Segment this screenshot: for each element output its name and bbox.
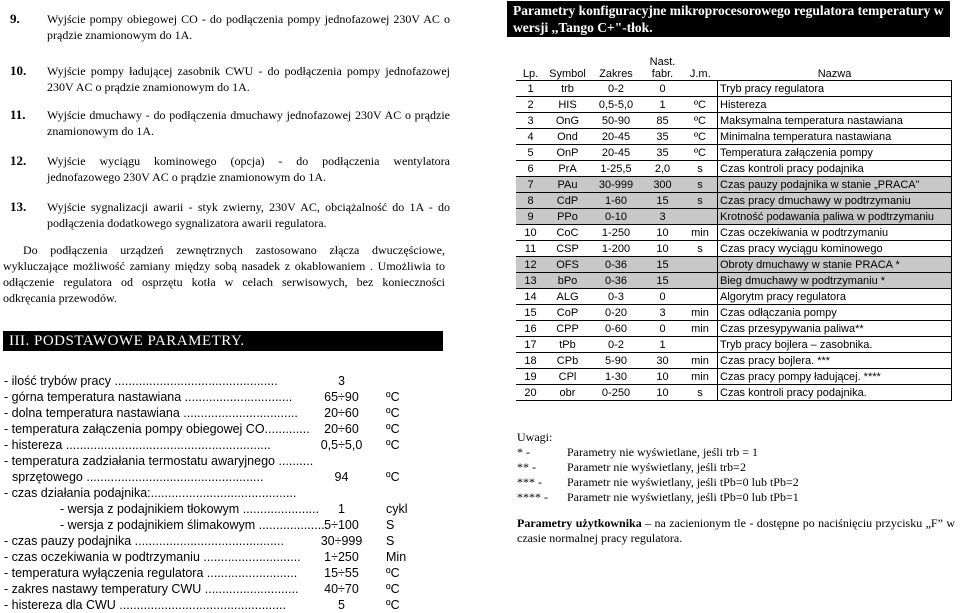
- parameter-value: 1: [338, 502, 345, 516]
- cell-zakres: 50-90: [590, 113, 642, 129]
- cell-zakres: 5-90: [590, 353, 642, 369]
- parameter-value: 3: [338, 374, 345, 388]
- cell-nast-fabr: 3: [642, 305, 683, 321]
- cell-symbol: CPb: [545, 353, 590, 369]
- parameter-value: 94: [334, 470, 349, 484]
- cell-nazwa: Czas kontroli pracy podajnika: [718, 161, 952, 177]
- cell-zakres: 0-36: [590, 273, 642, 289]
- table-header-row: [516, 51, 952, 81]
- cell-lp: 10: [516, 225, 545, 241]
- cell-zakres: 30-999: [590, 177, 642, 193]
- cell-jm: min: [683, 353, 718, 369]
- list-item: [10, 63, 450, 95]
- cell-nazwa: Czas odłączania pompy: [718, 305, 952, 321]
- cell-nazwa: Czas pracy pompy ładującej. ****: [718, 369, 952, 385]
- cell-nazwa: Tryb pracy regulatora: [718, 81, 952, 97]
- parameter-row: [4, 389, 424, 405]
- cell-symbol: CPl: [545, 369, 590, 385]
- cell-lp: 1: [516, 81, 545, 97]
- parameter-label: - ilość trybów pracy ...............................................: [4, 374, 278, 388]
- item-text: Wyjście pompy obiegowej CO - do podłączenia pompy jednofazowej 230V AC o prądzie znamionowym do 1A.: [47, 12, 450, 42]
- table-row: [516, 209, 952, 225]
- cell-zakres: 1-25,5: [590, 161, 642, 177]
- header-nazwa: Nazwa: [718, 51, 952, 81]
- cell-nazwa: Histereza: [718, 97, 952, 113]
- cell-jm: s: [683, 193, 718, 209]
- user-parameters-note: [517, 516, 955, 546]
- table-row: [516, 241, 952, 257]
- item-number: 10.: [10, 63, 27, 78]
- cell-jm: min: [683, 369, 718, 385]
- cell-jm: [683, 257, 718, 273]
- parameter-value: 5÷100: [324, 518, 359, 532]
- cell-jm: [683, 289, 718, 305]
- cell-lp: 12: [516, 257, 545, 273]
- cell-nast-fabr: 35: [642, 129, 683, 145]
- cell-jm: min: [683, 225, 718, 241]
- cell-zakres: 0-60: [590, 321, 642, 337]
- cell-zakres: 1-250: [590, 225, 642, 241]
- cell-nast-fabr: 85: [642, 113, 683, 129]
- parameter-row: [4, 501, 424, 517]
- connector-paragraph: Do podłączenia urządzeń zewnętrznych zastosowano złącza dwuczęściowe, wykluczające możliwość zamiany między sobą nasadek z okablowaniem . Umożliwia to odłączenie regulatora od osprzętu kotła w celach serwisowych, bez konieczności odkręcania przewodów.: [3, 243, 445, 305]
- parameter-label: - temperatura wyłączenia regulatora ..........................: [4, 566, 298, 580]
- list-item: [10, 199, 450, 231]
- cell-nast-fabr: 35: [642, 145, 683, 161]
- table-row: [516, 273, 952, 289]
- cell-nazwa: Bieg dmuchawy w podtrzymaniu *: [718, 273, 952, 289]
- cell-jm: [683, 273, 718, 289]
- cell-lp: 5: [516, 145, 545, 161]
- note-text: Parametr nie wyświetlany, jeśli trb=2: [567, 460, 746, 474]
- cell-symbol: CPP: [545, 321, 590, 337]
- cell-nast-fabr: 15: [642, 193, 683, 209]
- parameter-row: [4, 421, 424, 437]
- parameter-value: 30÷999: [320, 534, 363, 548]
- note-row: [517, 460, 957, 475]
- parameter-unit: S: [386, 534, 395, 548]
- cell-nazwa: Czas kontroli pracy podajnika.: [718, 385, 952, 401]
- parameter-value: 15÷55: [324, 566, 359, 580]
- parameter-row: [4, 437, 424, 453]
- table-row: [516, 353, 952, 369]
- cell-symbol: obr: [545, 385, 590, 401]
- list-item: [10, 107, 450, 139]
- parameter-unit: ºC: [386, 470, 400, 484]
- table-row: [516, 305, 952, 321]
- parameter-unit: ºC: [386, 422, 400, 436]
- cell-nazwa: Krotność podawania paliwa w podtrzymaniu: [718, 209, 952, 225]
- cell-zakres: 0-2: [590, 81, 642, 97]
- table-row: [516, 161, 952, 177]
- note-mark: *** -: [517, 475, 542, 489]
- cell-lp: 13: [516, 273, 545, 289]
- cell-lp: 11: [516, 241, 545, 257]
- cell-symbol: Ond: [545, 129, 590, 145]
- note-text: Parametr nie wyświetlany, jeśli tPb=0 lub tPb=1: [567, 490, 799, 504]
- cell-symbol: trb: [545, 81, 590, 97]
- item-text: Wyjście wyciągu kominowego (opcja) - do podłączenia wentylatora jednofazowego 230V AC o prądzie znamionowym do 1A.: [47, 154, 450, 184]
- cell-nazwa: Czas pracy wyciągu kominowego: [718, 241, 952, 257]
- cell-nazwa: Algorytm pracy regulatora: [718, 289, 952, 305]
- parameter-row: [4, 373, 424, 389]
- cell-symbol: PAu: [545, 177, 590, 193]
- table-row: [516, 321, 952, 337]
- user-parameters-text: – na zacienionym tle - dostępne po naciśnięciu przycisku „F” w czasie normalnej pracy regulatora.: [517, 516, 955, 545]
- cell-nast-fabr: 0: [642, 321, 683, 337]
- cell-nast-fabr: 3: [642, 209, 683, 225]
- table-row: [516, 81, 952, 97]
- parameter-unit: ºC: [386, 406, 400, 420]
- parameter-label: - górna temperatura nastawiana ...............................: [4, 390, 293, 404]
- cell-nast-fabr: 15: [642, 257, 683, 273]
- cell-jm: ºC: [683, 129, 718, 145]
- cell-nazwa: Minimalna temperatura nastawiana: [718, 129, 952, 145]
- cell-symbol: HIS: [545, 97, 590, 113]
- parameter-value: 20÷60: [324, 422, 359, 436]
- cell-nast-fabr: 0: [642, 81, 683, 97]
- cell-nazwa: Czas pracy bojlera. ***: [718, 353, 952, 369]
- table-row: [516, 225, 952, 241]
- parameter-label: sprzętowego ...................................................: [12, 470, 264, 484]
- cell-zakres: 0,5-5,0: [590, 97, 642, 113]
- cell-zakres: 1-200: [590, 241, 642, 257]
- cell-nast-fabr: 30: [642, 353, 683, 369]
- item-number: 9.: [10, 11, 20, 26]
- cell-jm: s: [683, 385, 718, 401]
- parameter-row: [4, 517, 424, 533]
- cell-jm: s: [683, 241, 718, 257]
- notes-title: Uwagi:: [517, 430, 553, 444]
- table-row: [516, 369, 952, 385]
- cell-lp: 17: [516, 337, 545, 353]
- parameter-label: - czas działania podajnika:..........................................: [4, 486, 297, 500]
- item-text: Wyjście pompy ładującej zasobnik CWU - do podłączenia pompy jednofazowej 230V AC o prądzie znamionowym do 1A.: [47, 64, 450, 94]
- cell-lp: 15: [516, 305, 545, 321]
- parameter-label: - czas pauzy podajnika ...........................................: [4, 534, 284, 548]
- table-row: [516, 113, 952, 129]
- parameter-label: - dolna temperatura nastawiana .................................: [4, 406, 298, 420]
- cell-nast-fabr: 15: [642, 273, 683, 289]
- cell-nast-fabr: 10: [642, 385, 683, 401]
- table-body: [516, 81, 952, 401]
- cell-symbol: tPb: [545, 337, 590, 353]
- cell-zakres: 0-3: [590, 289, 642, 305]
- parameter-row: [4, 533, 424, 549]
- item-number: 11.: [10, 107, 26, 122]
- parameter-row: [4, 597, 424, 613]
- user-parameters-bold: Parametry użytkownika: [517, 516, 642, 530]
- cell-nast-fabr: 10: [642, 369, 683, 385]
- cell-jm: [683, 81, 718, 97]
- parameter-label: - wersja z podajnikiem ślimakowym ....................: [60, 518, 329, 532]
- cell-zakres: 1-60: [590, 193, 642, 209]
- cell-zakres: 1-30: [590, 369, 642, 385]
- table-row: [516, 193, 952, 209]
- cell-symbol: bPo: [545, 273, 590, 289]
- table-row: [516, 177, 952, 193]
- parameter-label: - temperatura załączenia pompy obiegowej CO.............: [4, 422, 310, 436]
- cell-lp: 14: [516, 289, 545, 305]
- cell-lp: 19: [516, 369, 545, 385]
- cell-symbol: CoC: [545, 225, 590, 241]
- note-text: Parametr nie wyświetlany, jeśli tPb=0 lub tPb=2: [567, 475, 799, 489]
- item-text: Wyjście dmuchawy - do podłączenia dmuchawy jednofazowej 230V AC o prądzie znamionowym do 1A.: [47, 108, 450, 138]
- cell-nazwa: Czas pracy dmuchawy w podtrzymaniu: [718, 193, 952, 209]
- cell-lp: 2: [516, 97, 545, 113]
- cell-lp: 6: [516, 161, 545, 177]
- cell-lp: 3: [516, 113, 545, 129]
- parameter-label: - czas oczekiwania w podtrzymaniu ............................: [4, 550, 301, 564]
- cell-zakres: 0-2: [590, 337, 642, 353]
- note-row: [517, 490, 957, 505]
- parameter-row: [4, 485, 424, 501]
- cell-symbol: PPo: [545, 209, 590, 225]
- cell-nazwa: Czas pauzy podajnika w stanie „PRACA”: [718, 177, 952, 193]
- parameter-value: 1÷250: [324, 550, 359, 564]
- parameter-label: - wersja z podajnikiem tłokowym ......................: [60, 502, 320, 516]
- table-row: [516, 129, 952, 145]
- parameter-value: 20÷60: [324, 406, 359, 420]
- cell-jm: ºC: [683, 145, 718, 161]
- parameter-row: [4, 405, 424, 421]
- note-text: Parametry nie wyświetlane, jeśli trb = 1: [567, 445, 759, 459]
- cell-symbol: OnG: [545, 113, 590, 129]
- cell-symbol: OnP: [545, 145, 590, 161]
- parameter-label: - zakres nastawy temperatury CWU ...........................: [4, 582, 299, 596]
- cell-symbol: PrA: [545, 161, 590, 177]
- list-item: [10, 11, 450, 43]
- cell-zakres: 0-10: [590, 209, 642, 225]
- parameter-unit: cykl: [386, 502, 408, 516]
- cell-zakres: 0-20: [590, 305, 642, 321]
- parameter-row: [4, 549, 424, 565]
- note-mark: ** -: [517, 460, 536, 474]
- cell-symbol: CdP: [545, 193, 590, 209]
- parameter-unit: ºC: [386, 438, 400, 452]
- header-nast-fabr: Nast. fabr.: [642, 51, 683, 81]
- cell-jm: min: [683, 305, 718, 321]
- cell-symbol: CoP: [545, 305, 590, 321]
- cell-jm: s: [683, 177, 718, 193]
- item-text: Wyjście sygnalizacji awarii - styk zwierny, 230V AC, obciążalność do 1A - do podłączenia dodatkowego sygnalizatora awarii regulatora.: [47, 200, 450, 230]
- parameter-row: [4, 581, 424, 597]
- cell-nast-fabr: 10: [642, 241, 683, 257]
- note-row: [517, 475, 957, 490]
- note-mark: **** -: [517, 490, 548, 504]
- table-row: [516, 257, 952, 273]
- note-row: [517, 445, 957, 460]
- table-row: [516, 337, 952, 353]
- cell-symbol: CSP: [545, 241, 590, 257]
- right-column: [507, 0, 960, 610]
- parameter-value: 0,5÷5,0: [320, 438, 363, 452]
- parameter-unit: ºC: [386, 566, 400, 580]
- table-row: [516, 289, 952, 305]
- cell-nazwa: Czas przesypywania paliwa**: [718, 321, 952, 337]
- table-row: [516, 385, 952, 401]
- cell-jm: min: [683, 321, 718, 337]
- cell-lp: 4: [516, 129, 545, 145]
- item-number: 13.: [10, 199, 27, 214]
- cell-lp: 18: [516, 353, 545, 369]
- cell-zakres: 20-45: [590, 145, 642, 161]
- cell-nast-fabr: 300: [642, 177, 683, 193]
- list-item: [10, 153, 450, 185]
- cell-lp: 20: [516, 385, 545, 401]
- cell-nazwa: Maksymalna temperatura nastawiana: [718, 113, 952, 129]
- header-zakres: Zakres: [590, 51, 642, 81]
- parameter-unit: ºC: [386, 390, 400, 404]
- cell-nazwa: Czas oczekiwania w podtrzymaniu: [718, 225, 952, 241]
- cell-jm: ºC: [683, 97, 718, 113]
- cell-nazwa: Tryb pracy bojlera – zasobnika.: [718, 337, 952, 353]
- table-row: [516, 97, 952, 113]
- cell-symbol: OFS: [545, 257, 590, 273]
- section-title: III. PODSTAWOWE PARAMETRY.: [3, 331, 443, 351]
- table-title: Parametry konfiguracyjne mikroprocesorowego regulatora temperatury w wersji ,,Tango C+"-tłok.: [507, 1, 950, 37]
- cell-lp: 9: [516, 209, 545, 225]
- cell-jm: s: [683, 161, 718, 177]
- note-mark: * -: [517, 445, 530, 459]
- cell-zakres: 20-45: [590, 129, 642, 145]
- cell-zakres: 0-250: [590, 385, 642, 401]
- notes-section: [517, 430, 957, 505]
- header-lp: Lp.: [516, 51, 545, 81]
- parameter-row: [4, 469, 424, 485]
- cell-jm: ºC: [683, 113, 718, 129]
- cell-zakres: 0-36: [590, 257, 642, 273]
- header-symbol: Symbol: [545, 51, 590, 81]
- cell-jm: [683, 209, 718, 225]
- parameter-row: [4, 565, 424, 581]
- parameter-value: 5: [338, 598, 345, 612]
- parameter-label: - histereza dla CWU ................................................: [4, 598, 287, 612]
- cell-nast-fabr: 0: [642, 289, 683, 305]
- config-parameters-table: [516, 51, 952, 401]
- cell-lp: 16: [516, 321, 545, 337]
- cell-symbol: ALG: [545, 289, 590, 305]
- cell-nast-fabr: 2,0: [642, 161, 683, 177]
- table-row: [516, 145, 952, 161]
- cell-lp: 8: [516, 193, 545, 209]
- parameter-value: 40÷70: [324, 582, 359, 596]
- cell-nazwa: Temperatura załączenia pompy: [718, 145, 952, 161]
- parameter-unit: ºC: [386, 582, 400, 596]
- item-number: 12.: [10, 153, 27, 168]
- parameter-unit: S: [386, 518, 395, 532]
- cell-nazwa: Obroty dmuchawy w stanie PRACA *: [718, 257, 952, 273]
- parameter-unit: Min: [386, 550, 407, 564]
- parameter-value: 65÷90: [324, 390, 359, 404]
- cell-nast-fabr: 1: [642, 97, 683, 113]
- parameter-row: [4, 453, 424, 469]
- cell-nast-fabr: 10: [642, 225, 683, 241]
- cell-lp: 7: [516, 177, 545, 193]
- parameter-label: - temperatura zadziałania termostatu awaryjnego ..........: [4, 454, 314, 468]
- header-jm: J.m.: [683, 51, 718, 81]
- cell-jm: [683, 337, 718, 353]
- parameter-unit: ºC: [386, 598, 400, 612]
- parameter-label: - histereza ...........................................................: [4, 438, 271, 452]
- cell-nast-fabr: 1: [642, 337, 683, 353]
